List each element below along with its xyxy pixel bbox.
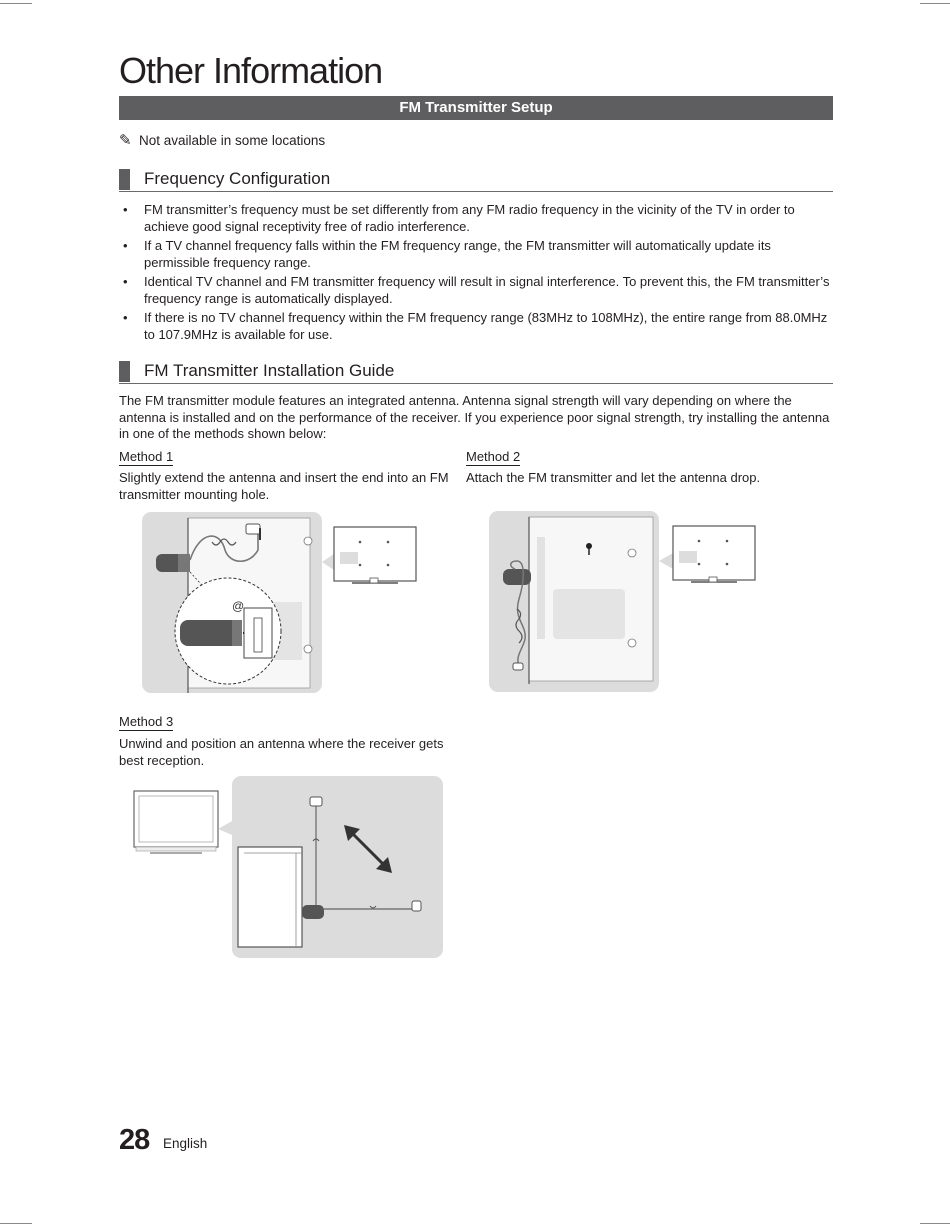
list-item: • Identical TV channel and FM transmitter frequency will result in signal interference. To prevent this, the FM transmitter’s frequency range is automatically displayed.	[119, 274, 833, 307]
list-item: • If there is no TV channel frequency within the FM frequency range (83MHz to 108MHz), the entire range from 88.0MHz to 107.9MHz is available for use.	[119, 310, 833, 343]
page-language: English	[163, 1136, 208, 1151]
frequency-bullet-list	[119, 202, 833, 346]
availability-note	[119, 131, 325, 149]
method-3-illustration	[130, 775, 445, 960]
heading-text: FM Transmitter Installation Guide	[144, 361, 395, 380]
method-3-title: Method 3	[119, 714, 174, 729]
installation-intro: The FM transmitter module features an integrated antenna. Antenna signal strength will vary depending on where the antenna is installed and on the performance of the receiver. If you experience poor signal strength, try installing the antenna in one of the methods shown below:	[119, 393, 830, 441]
method-2-text: Attach the FM transmitter and let the antenna drop.	[466, 470, 761, 485]
section-banner: FM Transmitter Setup	[119, 96, 833, 120]
page-title: Other Information	[119, 50, 383, 91]
heading-text: Frequency Configuration	[144, 169, 331, 188]
method-2-illustration	[487, 509, 757, 695]
note-text: Not available in some locations	[139, 133, 326, 148]
crop-mark	[0, 3, 32, 4]
crop-mark	[920, 3, 950, 4]
method-3-text: Unwind and position an antenna where the receiver gets best reception.	[119, 736, 444, 768]
heading-bar	[119, 361, 130, 382]
list-item: • If a TV channel frequency falls within the FM frequency range, the FM transmitter will automatically update its permissible frequency range.	[119, 238, 833, 271]
section-heading-frequency	[119, 169, 833, 192]
method-2-title: Method 2	[466, 449, 521, 464]
method-1-title: Method 1	[119, 449, 174, 464]
list-item: • FM transmitter’s frequency must be set differently from any FM radio frequency in the vicinity of the TV in order to achieve good signal receptivity free of radio interference.	[119, 202, 833, 235]
method-1-text: Slightly extend the antenna and insert the end into an FM transmitter mounting hole.	[119, 470, 449, 502]
method-1-illustration	[140, 510, 420, 695]
page-number: 28	[119, 1124, 150, 1156]
heading-bar	[119, 169, 130, 190]
crop-mark	[0, 1223, 32, 1224]
section-heading-installation	[119, 361, 833, 384]
pencil-icon: ✎	[119, 132, 132, 149]
callout-label: @	[232, 599, 245, 613]
crop-mark	[920, 1223, 950, 1224]
